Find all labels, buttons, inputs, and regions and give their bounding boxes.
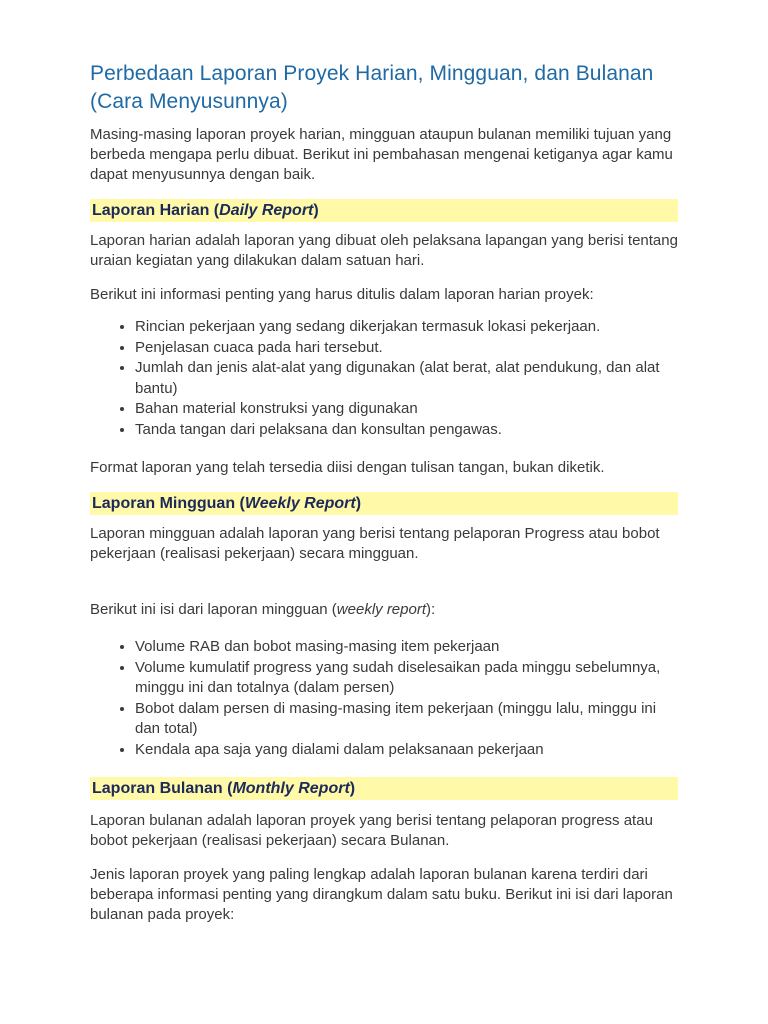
list-item: • Bobot dalam persen di masing-masing item pekerjaan (minggu lalu, minggu ini dan total) <box>135 699 678 740</box>
heading-weekly-suffix: ) <box>355 495 362 512</box>
weekly-list-intro <box>90 600 678 620</box>
list-item: • Penjelasan cuaca pada hari tersebut. <box>135 338 678 359</box>
monthly-description: Laporan bulanan adalah laporan proyek yang berisi tentang pelaporan progress atau bobot pekerjaan (realisasi pekerjaan) secara Bulanan. <box>90 812 653 849</box>
section-heading-weekly <box>90 492 678 515</box>
weekly-list-intro-prefix: Berikut ini isi dari laporan mingguan ( <box>90 601 337 618</box>
intro-paragraph: Masing-masing laporan proyek harian, mingguan ataupun bulanan memiliki tujuan yang berbeda mengapa perlu dibuat. Berikut ini pembahasan mengenai ketiganya agar kamu dapat menyusunnya dengan baik. <box>90 126 673 183</box>
page-title: Perbedaan Laporan Proyek Harian, Mingguan, dan Bulanan (Cara Menyusunnya) <box>90 62 654 113</box>
list-item: • Jumlah dan jenis alat-alat yang digunakan (alat berat, alat pendukung, dan alat bantu) <box>135 358 678 399</box>
heading-monthly-em: Monthly Report <box>232 780 350 797</box>
weekly-list-intro-em: weekly report <box>336 601 426 618</box>
heading-monthly-prefix: Laporan Bulanan ( <box>92 780 233 797</box>
weekly-description: Laporan mingguan adalah laporan yang berisi tentang pelaporan Progress atau bobot pekerjaan (realisasi pekerjaan) secara mingguan. <box>90 525 660 562</box>
list-item: • Kendala apa saja yang dialami dalam pelaksanaan pekerjaan <box>135 740 678 761</box>
heading-daily-prefix: Laporan Harian ( <box>92 202 220 219</box>
document-page <box>90 60 678 925</box>
daily-note: Format laporan yang telah tersedia diisi dengan tulisan tangan, bukan diketik. <box>90 459 605 476</box>
heading-daily-suffix: ) <box>313 202 319 219</box>
weekly-list <box>90 637 678 760</box>
section-heading-daily <box>90 199 678 222</box>
monthly-paragraph-2: Jenis laporan proyek yang paling lengkap adalah laporan bulanan karena terdiri dari beberapa informasi penting yang dirangkum dalam satu buku. Berikut ini isi dari laporan bulanan pada proyek: <box>90 866 673 923</box>
list-item: • Volume kumulatif progress yang sudah diselesaikan pada minggu sebelumnya, minggu ini dan totalnya (dalam persen) <box>135 658 678 699</box>
daily-description: Laporan harian adalah laporan yang dibuat oleh pelaksana lapangan yang berisi tentang uraian kegiatan yang dilakukan dalam satuan hari. <box>90 232 678 269</box>
list-item: • Tanda tangan dari pelaksana dan konsultan pengawas. <box>135 420 678 441</box>
list-item: • Volume RAB dan bobot masing-masing item pekerjaan <box>135 637 678 658</box>
daily-list-intro: Berikut ini informasi penting yang harus ditulis dalam laporan harian proyek: <box>90 286 594 303</box>
daily-list <box>90 317 678 440</box>
heading-monthly-suffix: ) <box>349 780 356 797</box>
list-item: • Bahan material konstruksi yang digunakan <box>135 399 678 420</box>
section-heading-monthly <box>90 777 678 800</box>
heading-weekly-em: Weekly Report <box>244 495 356 512</box>
list-item: • Rincian pekerjaan yang sedang dikerjakan termasuk lokasi pekerjaan. <box>135 317 678 338</box>
heading-daily-em: Daily Report <box>219 202 314 219</box>
weekly-list-intro-suffix: ): <box>426 601 436 618</box>
heading-weekly-prefix: Laporan Mingguan ( <box>92 495 245 512</box>
